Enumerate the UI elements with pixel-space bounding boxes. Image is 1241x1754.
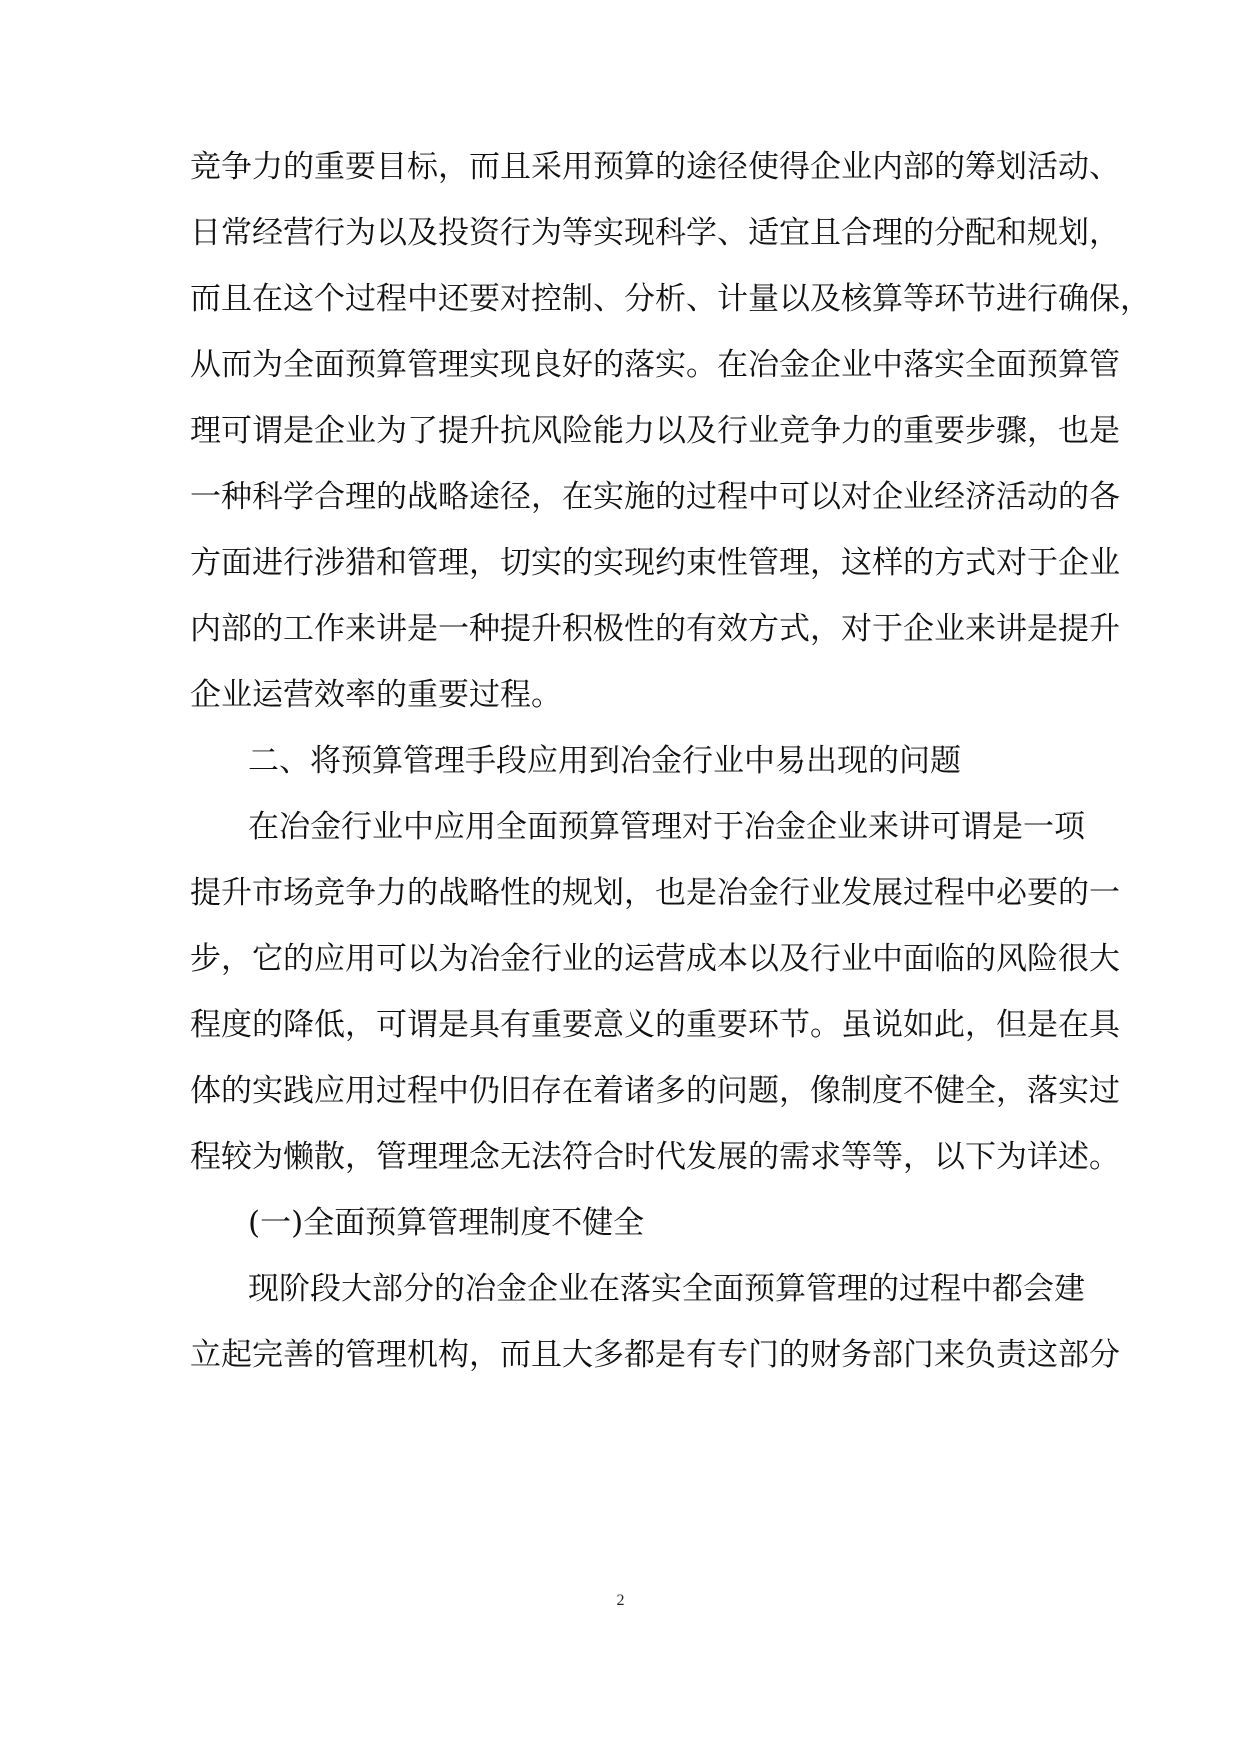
text-line: 步，它的应用可以为冶金行业的运营成本以及行业中面临的风险很大	[190, 941, 1120, 977]
body-text	[190, 134, 1151, 1388]
text-line: 程度的降低，可谓是具有重要意义的重要环节。虽说如此，但是在具	[190, 1007, 1120, 1043]
text-line: 立起完善的管理机构，而且大多都是有专门的财务部门来负责这部分	[190, 1337, 1120, 1373]
subsection-heading: (一)全面预算管理制度不健全	[248, 1205, 645, 1241]
text-line: 体的实践应用过程中仍旧存在着诸多的问题，像制度不健全，落实过	[190, 1073, 1120, 1109]
text-line: 企业运营效率的重要过程。	[190, 677, 562, 713]
text-line: 内部的工作来讲是一种提升积极性的有效方式，对于企业来讲是提升	[190, 611, 1120, 647]
page-number: 2	[616, 1592, 625, 1609]
text-line: 一种科学合理的战略途径，在实施的过程中可以对企业经济活动的各	[190, 479, 1120, 515]
text-line: 理可谓是企业为了提升抗风险能力以及行业竞争力的重要步骤，也是	[190, 413, 1120, 449]
text-line: 现阶段大部分的冶金企业在落实全面预算管理的过程中都会建	[248, 1271, 1085, 1307]
text-line: 从而为全面预算管理实现良好的落实。在冶金企业中落实全面预算管	[190, 347, 1120, 383]
section-heading: 二、将预算管理手段应用到冶金行业中易出现的问题	[248, 743, 961, 779]
text-line: 提升市场竞争力的战略性的规划，也是冶金行业发展过程中必要的一	[190, 875, 1120, 911]
text-line: 在冶金行业中应用全面预算管理对于冶金企业来讲可谓是一项	[248, 809, 1085, 845]
text-line: 程较为懒散，管理理念无法符合时代发展的需求等等，以下为详述。	[190, 1139, 1120, 1175]
text-line: 而且在这个过程中还要对控制、分析、计量以及核算等环节进行确保，	[190, 281, 1151, 317]
text-line: 日常经营行为以及投资行为等实现科学、适宜且合理的分配和规划，	[190, 215, 1120, 251]
text-line: 竞争力的重要目标，而且采用预算的途径使得企业内部的筹划活动、	[190, 149, 1120, 185]
text-line: 方面进行涉猎和管理，切实的实现约束性管理，这样的方式对于企业	[190, 545, 1120, 581]
